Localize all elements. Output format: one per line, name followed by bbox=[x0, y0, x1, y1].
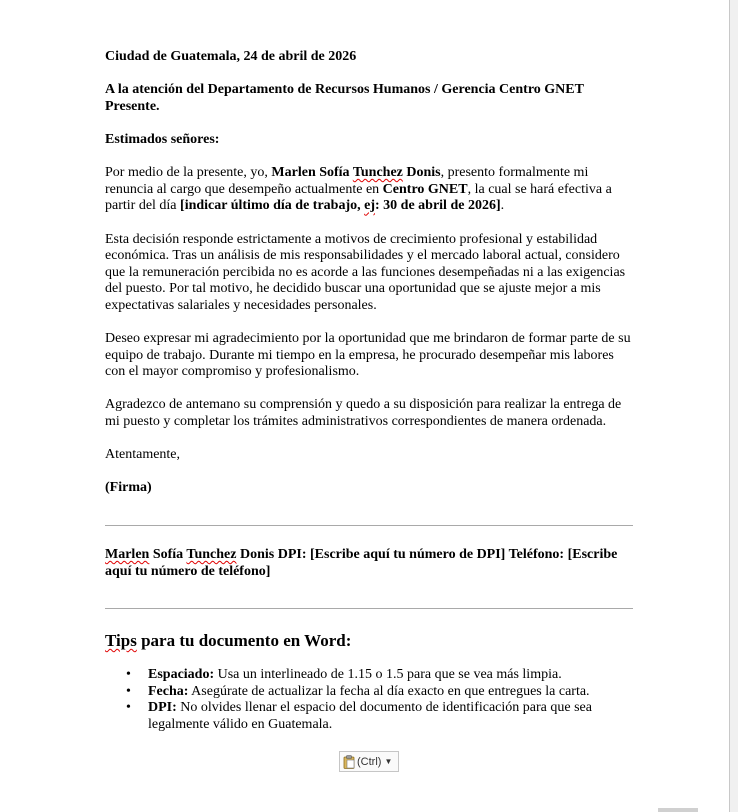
divider bbox=[105, 525, 633, 526]
tips-list bbox=[105, 667, 633, 733]
paragraph-3: Deseo expresar mi agradecimiento por la oportunidad que me brindaron de formar parte de su equipo de trabajo. Durante mi tiempo en la empresa, he procurado desempeñar mis labores con el mayor compromiso y profesionalismo. bbox=[105, 331, 631, 380]
signature-placeholder: (Firma) bbox=[105, 480, 152, 496]
list-item: • Espaciado: Usa un interlineado de 1.15 o 1.5 para que se vea más limpia. bbox=[148, 667, 633, 684]
chevron-down-icon: ▼ bbox=[384, 757, 393, 766]
author-name: Marlen Sofía Tunchez Donis bbox=[271, 165, 441, 181]
company-name: Centro GNET bbox=[382, 181, 468, 197]
paste-options-label: (Ctrl) bbox=[357, 755, 382, 768]
closing: Atentamente, bbox=[105, 447, 181, 463]
list-item: • Fecha: Asegúrate de actualizar la fecha al día exacto en que entregues la carta. bbox=[148, 684, 633, 701]
p1-text: , presento formalmente mi renuncia al cargo que desempeño actualmente en bbox=[105, 165, 589, 197]
greeting: Estimados señores: bbox=[105, 131, 220, 147]
date-line: Ciudad de Guatemala, 24 de abril de 2026 bbox=[105, 49, 357, 64]
list-item: • DPI: No olvides llenar el espacio del documento de identificación para que sea legalmente válido en Guatemala. bbox=[148, 700, 633, 733]
last-day-placeholder: [indicar último día de trabajo, ej: 30 de abril de 2026] bbox=[180, 198, 501, 214]
paragraph-2: Esta decisión responde estrictamente a motivos de crecimiento profesional y estabilidad económica. Tras un análisis de mis responsabilidades y el mercado laboral actual, considero que la remuneración percibida no es acorde a las funciones desempeñadas ni a las exigencias del puesto. Por tal motivo, he decidido buscar una oportunidad que se ajuste mejor a mis expectativas salariales y necesidades personales. bbox=[105, 231, 626, 313]
recipient-line-2: Presente. bbox=[105, 98, 160, 114]
paragraph-4: Agradezco de antemano su comprensión y quedo a su disposición para realizar la entrega de mi puesto y completar los trámites administrativos correspondientes de manera ordenada. bbox=[105, 397, 622, 430]
p1-text: . bbox=[500, 198, 505, 214]
recipient bbox=[105, 82, 633, 115]
vertical-scrollbar[interactable] bbox=[730, 0, 738, 812]
document-body[interactable] bbox=[105, 49, 633, 734]
paste-options-button[interactable] bbox=[339, 751, 399, 772]
recipient-line-1: A la atención del Departamento de Recursos Humanos / Gerencia Centro GNET bbox=[105, 82, 584, 98]
p1-text: Por medio de la presente, yo, bbox=[105, 165, 272, 181]
signature-block: Marlen Sofía Tunchez Donis DPI: [Escribe aquí tu número de DPI] Teléfono: [Escribe aquí tu número de teléfono] bbox=[105, 547, 618, 579]
p1-text: , la cual se hará efectiva a partir del día bbox=[105, 181, 612, 214]
divider bbox=[105, 608, 633, 609]
status-strip bbox=[658, 808, 698, 812]
tips-heading: Tips para tu documento en Word: bbox=[105, 631, 352, 651]
clipboard-icon bbox=[343, 755, 355, 769]
paragraph-1 bbox=[105, 165, 633, 215]
